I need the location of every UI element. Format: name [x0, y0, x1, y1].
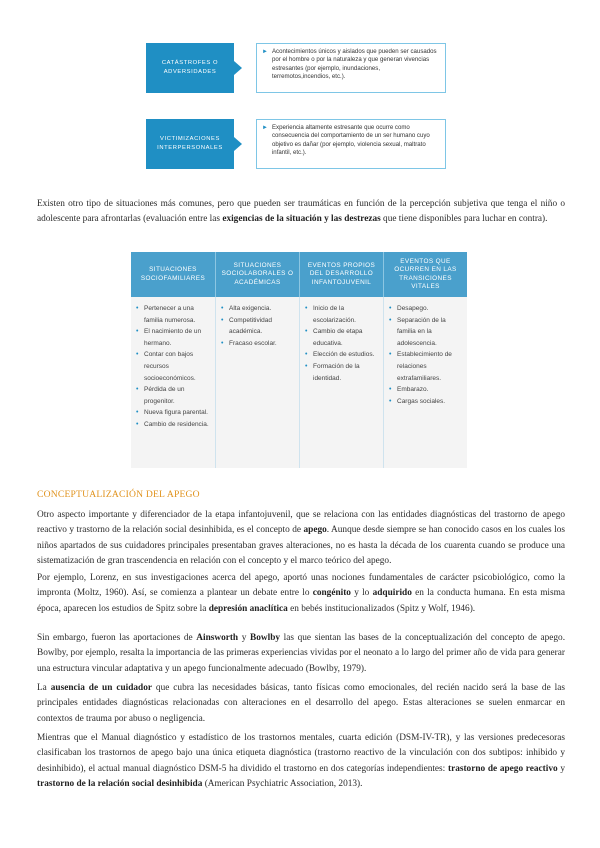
table-header: EVENTOS QUE OCURREN EN LAS TRANSICIONES VITALES	[383, 252, 467, 297]
list-item: • Cambio de etapa educativa.	[304, 326, 379, 349]
table-column	[215, 297, 299, 468]
diagram-label: VICTIMIZACIONES INTERPERSONALES	[146, 119, 234, 169]
intro-paragraph	[37, 197, 565, 228]
paragraph	[37, 681, 565, 727]
list-item: • Fracaso escolar.	[220, 338, 295, 350]
list-item: • Formación de la identidad.	[304, 361, 379, 384]
text: La	[37, 683, 51, 693]
table-header: SITUACIONES SOCIOFAMILIARES	[140, 266, 206, 282]
bold-text: depresión anaclítica	[208, 603, 288, 614]
text: que cubra las necesidades básicas, tanto físicas como emocionales, del recién nacido será la base de las principales entidades diagnósticas relacionadas con alteraciones en el desarrollo del apego. Estas alteraciones se suelen enmarcar en contextos de trauma por abuso o negligencia.	[37, 683, 565, 724]
diagram-description-box	[256, 43, 446, 93]
list-item: • Contar con bajos recursos socioeconómicos.	[135, 349, 211, 384]
bold-text: adquirido	[372, 588, 412, 599]
list-item: • Pérdida de un progenitor.	[135, 384, 211, 407]
text: en la conducta humana. En esta misma época, aparecen los estudios de Spitz sobre la	[37, 588, 565, 614]
list-item: • Separación de la familia en la adolescencia.	[388, 315, 463, 350]
list-item: • Inicio de la escolarización.	[304, 303, 379, 326]
bold-text: apego	[303, 525, 327, 536]
paragraph	[37, 631, 565, 677]
list-item: • Competitividad académica.	[220, 315, 295, 338]
diagram-row-victimizaciones	[146, 119, 446, 169]
diagram-label: CATÁSTROFES O ADVERSIDADES	[146, 43, 234, 93]
text: Mientras que el Manual diagnóstico y estadístico de los trastornos mentales, cuarta edición (DSM-IV-TR), y las versiones predecesoras clasificaban los trastornos de apego bajo una única etiqueta diagnóstica (trastorno reactivo de la vinculación con dos subtipos: inhibido y desinhibido), el actual manual diagnóstico DSM-5 ha dividido el trastorno en dos categorías independientes:	[37, 733, 565, 774]
text: Existen otro tipo de situaciones más comunes, pero que pueden ser traumáticas en función de la percepción subjetiva que tenga el niño o adolescente para afrontarlas (evaluación entre las	[37, 199, 565, 225]
chevron-right-icon: ►	[262, 49, 268, 55]
list-item: • Pertenecer a una familia numerosa.	[135, 303, 211, 326]
diagram-description-box	[256, 119, 446, 169]
text: y	[557, 763, 565, 774]
text: y lo	[350, 588, 373, 599]
text: Por ejemplo, Lorenz, en sus investigaciones acerca del apego, aportó unas nociones fundamentales de carácter psicobiológico, como la impronta (Moltz, 1960). Así, se comienza a plantear un debate entre lo	[37, 573, 565, 599]
table-body	[131, 297, 467, 468]
text: y	[238, 633, 251, 643]
list-item: • Elección de estudios.	[304, 349, 379, 361]
bold-text: exigencias de la situación y las destrezas	[222, 214, 381, 225]
diagram-description: Experiencia altamente estresante que ocurre como consecuencia del comportamiento de un ser humano cuyo objetivo es dañar (por ejemplo, violencia sexual, maltrato infantil, etc.).	[271, 124, 430, 157]
list-item: • Nueva figura parental.	[135, 407, 211, 419]
chevron-right-icon: ►	[262, 125, 268, 131]
bold-text: congénito	[312, 588, 351, 599]
list-item: • Embarazo.	[388, 384, 463, 396]
list-item: • Cambio de residencia.	[135, 419, 211, 431]
text: Sin embargo, fueron las aportaciones de	[37, 633, 197, 643]
bold-text: ausencia de un cuidador	[50, 683, 152, 693]
section-heading: CONCEPTUALIZACIÓN DEL APEGO	[37, 489, 200, 500]
table-column	[299, 297, 383, 468]
arrow-right-icon	[234, 137, 242, 151]
text: que tiene disponibles para luchar en contra).	[380, 214, 548, 225]
bold-text: trastorno de apego reactivo	[447, 763, 558, 774]
arrow-right-icon	[234, 61, 242, 75]
table-header-row	[131, 252, 467, 297]
text: en bebés institucionalizados (Spitz y Wolf, 1946).	[287, 603, 476, 614]
paragraph	[37, 731, 565, 793]
list-item: • Cargas sociales.	[388, 396, 463, 408]
paragraph	[37, 508, 565, 570]
bold-text: trastorno de la relación social desinhibida	[37, 779, 203, 790]
table-header: EVENTOS PROPIOS DEL DESARROLLO INFANTOJUVENIL	[299, 252, 383, 297]
paragraph	[37, 571, 565, 617]
table-header: SITUACIONES SOCIOLABORALES O ACADÉMICAS	[215, 252, 299, 297]
table-column	[383, 297, 467, 468]
text: Otro aspecto importante y diferenciador de la etapa infantojuvenil, que se relaciona con las entidades diagnósticas del trastorno de apego reactivo y trastorno de la relación social desinhibida, es el concepto de	[37, 510, 565, 536]
bold-text: Bowlby	[250, 633, 281, 643]
text: las que sientan las bases de la conceptualización del concepto de apego. Bowlby, por ejemplo, resalta la importancia de las primeras experiencias vividas por el neonato a lo largo del primer año de vida para generar una estructura vincular adaptativa y un apego funcionalmente adecuado (Bowlby, 1979).	[37, 633, 566, 674]
table-column	[131, 297, 215, 468]
list-item: • El nacimiento de un hermano.	[135, 326, 211, 349]
list-item: • Alta exigencia.	[220, 303, 295, 315]
text: (American Psychiatric Association, 2013).	[202, 779, 363, 790]
diagram-description: Acontecimientos únicos y aislados que pueden ser causados por el hombre o por la naturaleza y que generan vivencias estresantes (por ejemplo, inundaciones, terremotos,incendios, etc.).	[271, 48, 437, 81]
diagram-row-catastrofes	[146, 43, 446, 93]
list-item: • Establecimiento de relaciones extrafamiliares.	[388, 349, 463, 384]
text: . Aunque desde siempre se han conocido casos en los cuales los niños apartados de sus cuidadores principales presentaban graves alteraciones, no es hasta la década de los cuarenta cuando se produce una sistematización de gran trascendencia en relación con el concepto y el marco teórico del apego.	[37, 525, 566, 567]
list-item: • Desapego.	[388, 303, 463, 315]
bold-text: Ainsworth	[196, 633, 239, 643]
situations-table	[131, 252, 467, 468]
